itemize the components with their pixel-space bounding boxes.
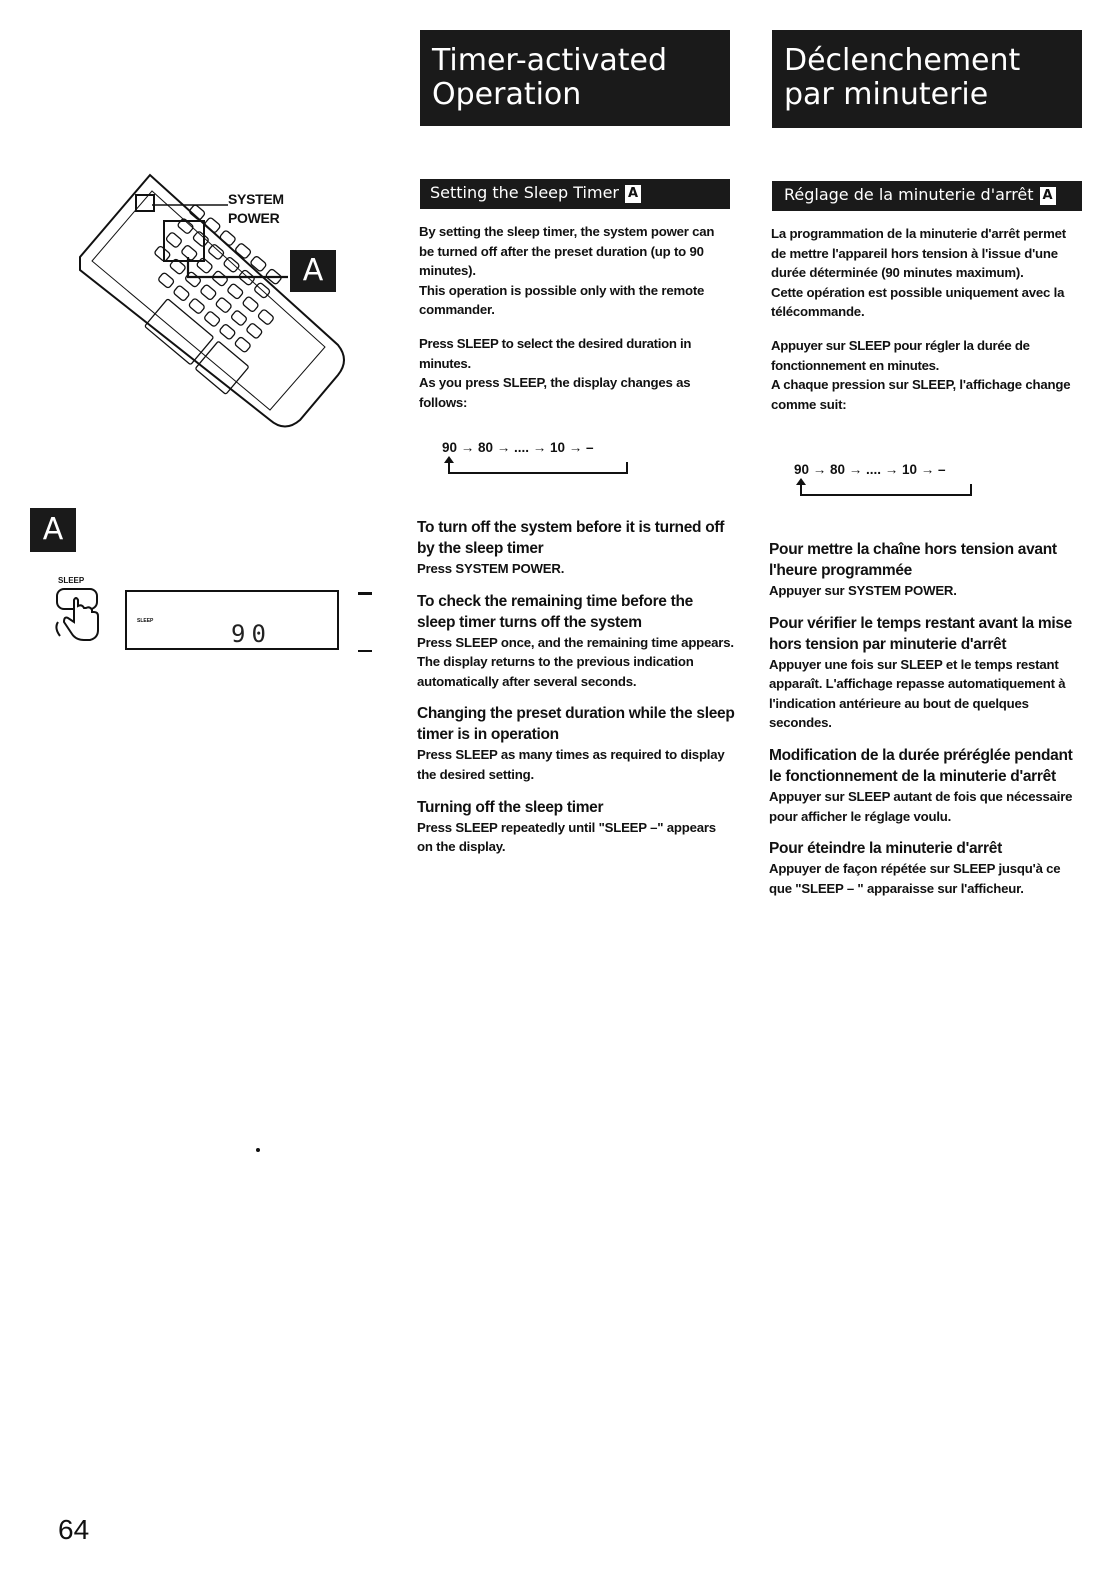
sequence-fr: 90 → 80 → .... → 10 → – <box>794 462 946 477</box>
instruction-en: Press SLEEP to select the desired duration in minutes. <box>419 335 692 371</box>
notes-fr <box>769 539 1081 898</box>
page-title-en: Timer-activated Operation <box>420 30 730 126</box>
heading-3-en: Changing the preset duration while the sleep timer is in operation <box>417 705 735 744</box>
heading-2-en: To check the remaining time before the sleep timer turns off the system <box>417 592 693 631</box>
text-4-fr: Appuyer de façon répétée sur SLEEP jusqu'à ce que "SLEEP – " apparaisse sur l'afficheur. <box>769 861 1061 896</box>
text-2-en: Press SLEEP once, and the remaining time appears. The display returns to the previous indication automatically after several seconds. <box>417 634 734 689</box>
instruction-fr: Appuyer sur SLEEP pour régler la durée de fonctionnement en minutes. <box>771 337 1030 373</box>
text-2-fr: Appuyer une fois sur SLEEP et le temps restant apparaît. L'affichage repasse automatiquement à l'indication antérieure au bout de quelques secondes. <box>769 656 1066 731</box>
intro2-fr: Cette opération est possible uniquement avec la télécommande. <box>771 284 1065 320</box>
display-mark-bottom <box>358 650 372 652</box>
heading-3-fr: Modification de la durée préréglée pendant le fonctionnement de la minuterie d'arrêt <box>769 746 1073 785</box>
instruction-body-en: As you press SLEEP, the display changes as follows: <box>419 375 691 410</box>
system-power-label: SYSTEM POWER <box>228 191 284 226</box>
heading-1-fr: Pour mettre la chaîne hors tension avant l'heure programmée <box>769 541 1057 579</box>
sleep-button-label: SLEEP <box>58 576 85 585</box>
section-header-en: Setting the Sleep Timer A <box>420 179 730 209</box>
heading-2-fr: Pour vérifier le temps restant avant la mise hors tension par minuterie d'arrêt <box>769 614 1072 653</box>
heading-4-fr: Pour éteindre la minuterie d'arrêt <box>769 840 1002 858</box>
section-header-fr: Réglage de la minuterie d'arrêt A <box>772 181 1082 211</box>
instruction-body-fr: A chaque pression sur SLEEP, l'affichage change comme suit: <box>771 377 1071 412</box>
page-number: 64 <box>58 1514 90 1545</box>
notes-en <box>417 517 735 857</box>
sequence-loop-en <box>448 462 628 474</box>
display-panel <box>125 590 339 650</box>
stray-dot <box>256 1148 260 1152</box>
sequence-loop-fr <box>800 484 972 496</box>
text-3-fr: Appuyer sur SLEEP autant de fois que nécessaire pour afficher le réglage voulu. <box>769 788 1073 824</box>
intro-fr: La programmation de la minuterie d'arrêt permet de mettre l'appareil hors tension à l'issue d'une durée déterminée (90 minutes maximum). <box>771 226 1066 281</box>
intro2-en: This operation is possible only with the remote commander. <box>419 282 705 318</box>
heading-1-en: To turn off the system before it is turned off by the sleep timer <box>417 519 725 557</box>
callout-badge: A <box>290 250 336 292</box>
column-fr <box>771 224 1081 414</box>
section-badge-fr: A <box>1040 187 1056 205</box>
text-1-en: Press SYSTEM POWER. <box>417 561 565 576</box>
heading-4-en: Turning off the sleep timer <box>417 798 604 816</box>
section-badge-en: A <box>625 185 641 203</box>
page-title-fr: Déclenchement par minuterie <box>772 30 1082 128</box>
display-mark-top <box>358 592 372 595</box>
section-badge: A <box>30 508 76 552</box>
display-value: 90 <box>231 620 272 648</box>
remote-control-illustration <box>70 165 360 435</box>
column-en <box>419 222 731 412</box>
intro-en: By setting the sleep timer, the system power can be turned off after the preset duration (up to 90 minutes). <box>419 224 715 279</box>
sequence-en: 90 → 80 → .... → 10 → – <box>442 440 594 455</box>
text-3-en: Press SLEEP as many times as required to display the desired setting. <box>417 747 725 782</box>
text-4-en: Press SLEEP repeatedly until "SLEEP –" appears on the display. <box>417 819 716 855</box>
display-sleep-indicator: SLEEP <box>137 618 154 624</box>
pressing-hand-icon <box>54 586 104 642</box>
text-1-fr: Appuyer sur SYSTEM POWER. <box>769 583 957 598</box>
